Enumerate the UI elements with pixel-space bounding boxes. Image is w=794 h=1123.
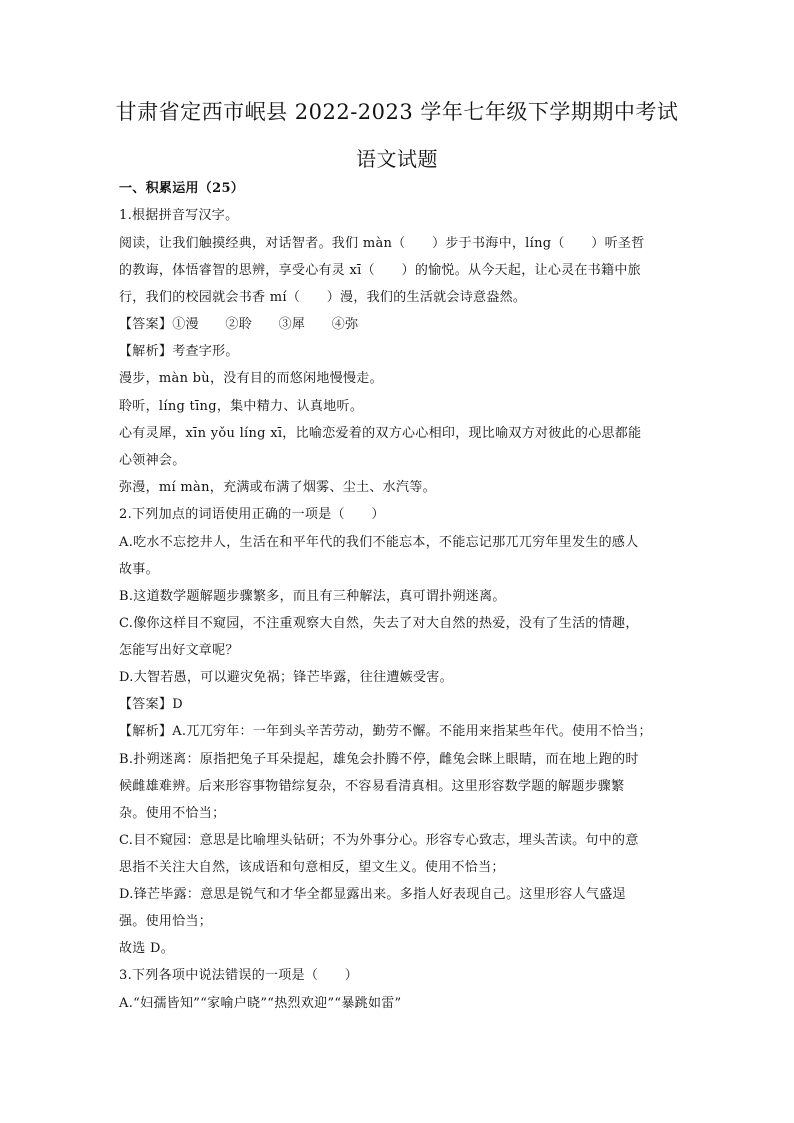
exam-title: 甘肃省定西市岷县 2022-2023 学年七年级下学期期中考试 [115,100,679,124]
exam-subtitle: 语文试题 [356,147,438,171]
passage-line: 阅读，让我们触摸经典，对话智者。我们 màn（ ）步于书海中，líng（ ）听圣哲 [119,236,645,251]
analysis-line: 强。使用恰当； [119,914,213,929]
analysis-line: 杂。使用不恰当； [119,806,226,821]
analysis-line: 候雌雄难辨。后来形容事物错综复杂，不容易看清真相。这里形容数学题的解题步骤繁 [119,779,625,794]
question-1-stem: 1.根据拼音写汉字。 [119,208,239,223]
option-line: C.像你这样目不窥园，不注重观察大自然，失去了对大自然的热爱，没有了生活的情趣， [119,616,639,631]
section-heading: 一、积累运用（25） [119,181,245,196]
answer-line: 【答案】①漫 ②聆 ③犀 ④弥 [119,317,359,332]
option-line: 故事。 [119,562,159,577]
question-3-stem: 3.下列各项中说法错误的一项是（ ） [119,968,359,983]
passage-line: 行，我们的校园就会书香 mí（ ）漫，我们的生活就会诗意盎然。 [119,290,527,305]
analysis-line: D.锋芒毕露：意思是锐气和才华全都显露出来。多指人好表现自己。这里形容人气盛逞 [119,887,626,902]
analysis-line: 心有灵犀，xīn yǒu líng xī，比喻恋爱着的双方心心相印，现比喻双方对彼此的心思都能 [119,426,642,441]
analysis-line: C.目不窥园：意思是比喻埋头钻研；不为外事分心。形容专心致志，埋头苦读。句中的意 [119,833,639,848]
question-2-stem: 2.下列加点的词语使用正确的一项是（ ） [119,507,385,522]
analysis-line: 弥漫，mí màn，充满或布满了烟雾、尘土、水汽等。 [119,480,436,495]
analysis-line: 思指不关注大自然，该成语和句意相反，望文生义。使用不恰当； [119,860,505,875]
analysis-line: 故选 D。 [119,941,175,956]
analysis-line: B.扑朔迷离：原指把兔子耳朵提起，雄兔会扑腾不停，雌兔会眯上眼睛，而在地上跑的时 [119,752,639,767]
analysis-line: 心领神会。 [119,453,186,468]
analysis-line: 【解析】A.兀兀穷年：一年到头辛苦劳动，勤劳不懈。不能用来指某些年代。使用不恰当； [119,724,652,739]
answer-line: 【答案】D [119,697,183,712]
option-line: 怎能写出好文章呢？ [119,643,239,658]
option-line: D.大智若愚，可以避灾免祸；锋芒毕露，往往遭嫉受害。 [119,670,453,685]
analysis-line: 聆听，líng tīng，集中精力、认真地听。 [119,399,364,414]
analysis-line: 漫步，màn bù，没有目的而悠闲地慢慢走。 [119,371,383,386]
option-line: B.这道数学题解题步骤繁多，而且有三种解法，真可谓扑朔迷离。 [119,589,506,604]
option-line: A.吃水不忘挖井人，生活在和平年代的我们不能忘本，不能忘记那兀兀穷年里发生的感人 [119,535,639,550]
option-line: A.“妇孺皆知”“家喻户晓”“热烈欢迎”“暴跳如雷” [119,996,402,1011]
passage-line: 的教诲，体悟睿智的思辨，享受心有灵 xī（ ）的愉悦。从今天起，让心灵在书籍中旅 [119,263,641,278]
analysis-line: 【解析】考查字形。 [119,344,239,359]
